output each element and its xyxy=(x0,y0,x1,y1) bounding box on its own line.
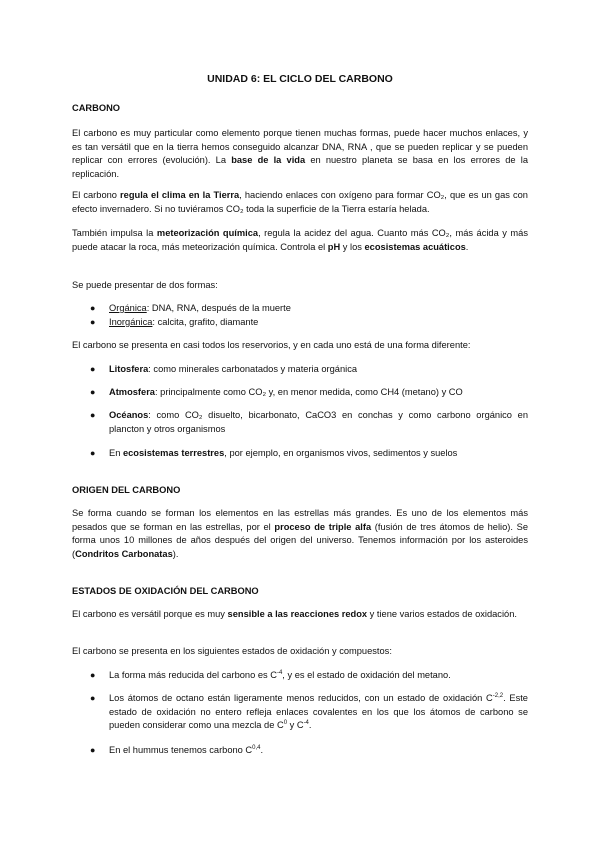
list-item-litosfera: ● Litosfera: como minerales carbonatados y materia orgánica xyxy=(90,363,528,377)
bullet-icon: ● xyxy=(90,387,96,397)
paragraph-meteorizacion: También impulsa la meteorización química, regula la acidez del agua. Cuanto más CO₂, más ácida y más puede atacar la roca, más meteorización química. Controla el pH y los ecosistemas acuáticos. xyxy=(72,228,528,252)
list-item-octano: ● Los átomos de octano están ligeramente menos reducidos, con un estado de oxidación $C^{-2,2}$. Este estado de oxidación no entero refleja enlaces covalentes en los que los átomos de carbono se pueden considerar como una mezcla de $C^0$ y $C^{-4}$. xyxy=(90,693,528,731)
bullet-icon: ● xyxy=(90,317,96,327)
paragraph-reservorios: El carbono se presenta en casi todos los reservorios, y en cada uno está de una forma diferente: xyxy=(72,340,471,350)
list-item-ecosistemas-terrestres: ● En ecosistemas terrestres, por ejemplo, en organismos vivos, sedimentos y suelos xyxy=(90,447,528,461)
bullet-icon: ● xyxy=(90,670,96,680)
list-item-inorganica: ● Inorgánica: calcita, grafito, diamante xyxy=(90,316,528,330)
section-heading-carbono: CARBONO xyxy=(72,103,121,113)
section-heading-origen: ORIGEN DEL CARBONO xyxy=(72,485,181,495)
document-title: UNIDAD 6: EL CICLO DEL CARBONO xyxy=(207,73,393,85)
bullet-icon: ● xyxy=(90,303,96,313)
list-item-metano: ● La forma más reducida del carbono es $C^{-4}$, y es el estado de oxidación del metano. xyxy=(90,669,528,683)
paragraph-clima: El carbono regula el clima en la Tierra, haciendo enlaces con oxígeno para formar CO₂, que es un gas con efecto invernadero. Si no tuviéramos CO₂ toda la superficie de la Tierra estaría helada. xyxy=(72,190,528,214)
paragraph-carbono-intro: El carbono es muy particular como elemento porque tienen muchas formas, puede hacer muchos enlaces, y es tan versátil que en la tierra hemos conseguido alcanzar DNA, RNA , que se pueden replicar y se pueden replicar con errores (evolución). La base de la vida en nuestro planeta se basa en los errores de la replicación. xyxy=(72,128,528,179)
list-item-hummus: ● En el hummus tenemos carbono C$^{0,4}$. xyxy=(90,744,528,758)
paragraph-dos-formas: Se puede presentar de dos formas: xyxy=(72,280,218,290)
paragraph-estados: El carbono se presenta en los siguientes estados de oxidación y compuestos: xyxy=(72,646,392,656)
paragraph-origen: Se forma cuando se forman los elementos en las estrellas más grandes. Es uno de los elementos más pesados que se forman en las estrellas, por el proceso de triple alfa (fusión de tres átomos de helio). Se forma unos 10 millones de años después del origen del universo. Tenemos información por los asteroides (Condritos Carbonatas). xyxy=(72,508,528,559)
list-item-atmosfera: ● Atmosfera: principalmente como CO₂ y, en menor medida, como CH4 (metano) y CO xyxy=(90,386,528,400)
list-item-organica: ● Orgánica: DNA, RNA, después de la muerte xyxy=(90,302,528,316)
paragraph-redox: El carbono es versátil porque es muy sensible a las reacciones redox y tiene varios estados de oxidación. xyxy=(72,609,517,619)
bullet-icon: ● xyxy=(90,693,96,703)
bullet-icon: ● xyxy=(90,410,96,420)
bullet-icon: ● xyxy=(90,364,96,374)
bullet-icon: ● xyxy=(90,448,96,458)
bullet-icon: ● xyxy=(90,745,96,755)
section-heading-oxidacion: ESTADOS DE OXIDACIÓN DEL CARBONO xyxy=(72,586,259,596)
list-item-oceanos: ● Océanos: como CO₂ disuelto, bicarbonato, CaCO3 en conchas y como carbono orgánico en plancton y otros organismos xyxy=(90,410,528,434)
